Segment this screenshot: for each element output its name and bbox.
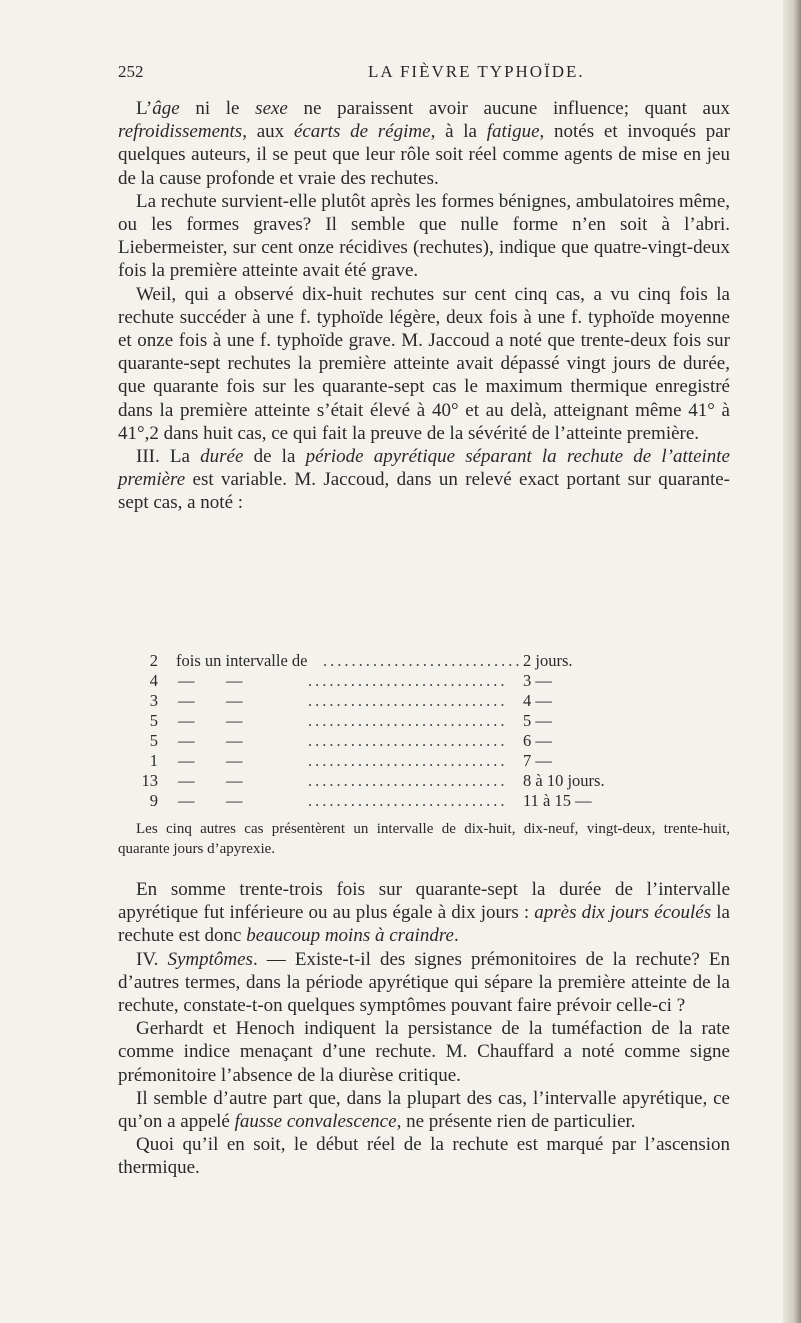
paragraph-fausse: Il semble d’autre part que, dans la plupart des cas, l’intervalle apyrétique, ce qu’on a appelé fausse convalescence, ne présente rien de particulier. <box>118 1087 730 1133</box>
table-row: 2 fois un intervalle de ............................ 2 jours. <box>149 651 573 670</box>
paragraph-forms: La rechute survient-elle plutôt après les formes bénignes, ambulatoires même, ou les formes graves? Il semble que nulle forme n’en soit à l’abri. Liebermeister, sur cent onze récidives (rechutes), indique que quatre-vingt-deux fois la première atteinte avait été grave. <box>118 190 730 282</box>
interval-table <box>118 651 730 811</box>
note-text: Les cinq autres cas présentèrent un intervalle de dix-huit, dix-neuf, vingt-deux, trente-huit, quarante jours d’apyrexie. <box>118 821 730 857</box>
upper-text <box>118 97 730 515</box>
table-row: 5 — — ............................ 5 — <box>149 711 552 730</box>
paragraph-gerhardt: Gerhardt et Henoch indiquent la persistance de la tuméfaction de la rate comme indice menaçant d’une rechute. M. Chauffard a noté comme signe prémonitoire l’absence de la diurèse critique. <box>118 1018 730 1086</box>
table-row: 4 — — ............................ 3 — <box>149 671 552 690</box>
table-row: 9 — — ............................ 11 à 15 — <box>149 791 592 810</box>
running-header <box>118 62 730 86</box>
table-row: 1 — — ............................ 7 — <box>149 751 552 770</box>
table-row: 5 — — ............................ 6 — <box>149 731 552 750</box>
paragraph-onset: Quoi qu’il en soit, le début réel de la rechute est marqué par l’ascension thermique. <box>118 1134 730 1179</box>
paragraph-duration: III. La durée de la période apyrétique séparant la rechute de l’atteinte première est variable. M. Jaccoud, dans un relevé exact portant sur quarante-sept cas, a noté : <box>118 446 730 514</box>
paragraph-weil: Weil, qui a observé dix-huit rechutes sur cent cinq cas, a vu cinq fois la rechute succéder à une f. typhoïde légère, deux fois à une f. typhoïde moyenne et onze fois à une f. typhoïde grave. M. Jaccoud a noté que trente-deux fois sur quarante-sept rechutes la première atteinte avait dépassé vingt jours de durée, que quarante fois sur les quarante-sept cas le maximum thermique enregistré dans la première atteinte s’était élevé à 40° et au delà, atteignant même 41° à 41°,2 dans huit cas, ce qui fait la preuve de la sévérité de l’atteinte première. <box>118 283 730 444</box>
table-note <box>118 819 730 859</box>
paragraph-age: L’âge ni le sexe ne paraissent avoir aucune influence; quant aux refroidissements, aux écarts de régime, à la fatigue, notés et invoqués par quelques auteurs, il se peut que leur rôle soit réel comme agents de mise en jeu de la cause profonde et vraie des rechutes. <box>118 98 730 189</box>
page-number: 252 <box>118 62 144 81</box>
page-edge <box>783 0 801 1323</box>
lower-text <box>118 878 730 1180</box>
paragraph-symptoms: IV. Symptômes. — Existe-t-il des signes prémonitoires de la rechute? En d’autres termes, dans la période apyrétique qui sépare la première atteinte de la rechute, constate-t-on quelques symptômes pouvant faire prévoir celle-ci ? <box>118 948 730 1017</box>
running-title: LA FIÈVRE TYPHOÏDE. <box>368 62 585 81</box>
paragraph-summary: En somme trente-trois fois sur quarante-sept la durée de l’intervalle apyrétique fut inférieure ou au plus égale à dix jours : après dix jours écoulés la rechute est donc beaucoup moins à craindre. <box>118 879 730 947</box>
table-row: 3 — — ............................ 4 — <box>149 691 552 710</box>
table-row: 13 — — ............................ 8 à 10 jours. <box>141 771 605 790</box>
